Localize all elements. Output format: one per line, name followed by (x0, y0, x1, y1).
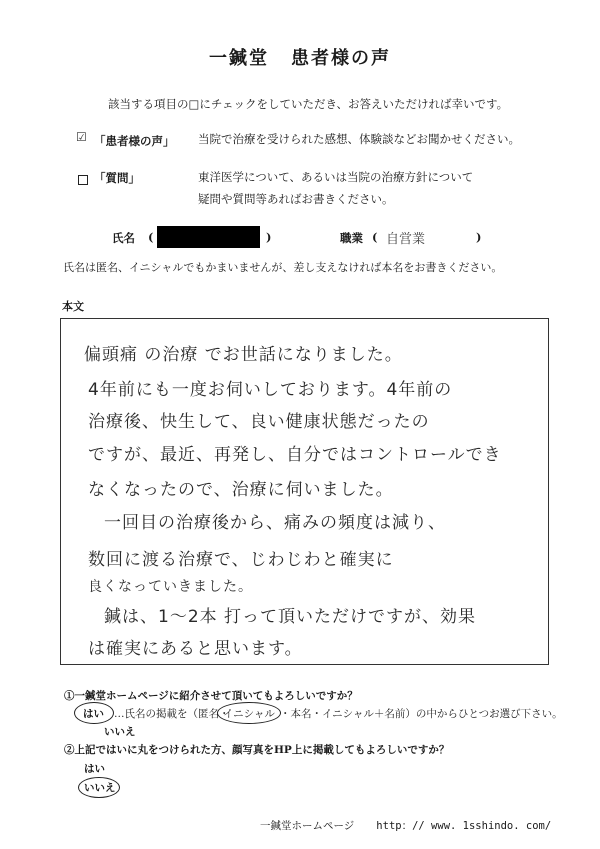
checked-box[interactable]: ☑ (76, 130, 87, 144)
handwriting-line: 一回目の治療後から、痛みの頻度は減り、 (104, 513, 446, 533)
option-question-desc-1: 東洋医学について、あるいは当院の治療方針について (198, 170, 474, 184)
page-title (0, 44, 600, 70)
handwriting-line: 偏頭痛 の治療 でお世話になりました。 (84, 345, 403, 365)
handwriting-line: は確実にあると思います。 (88, 639, 303, 659)
job-close-paren: ) (476, 230, 482, 244)
intro-text: 該当する項目の□にチェックをしていただき、お答えいただければ幸いです。 (108, 97, 509, 111)
handwriting-line: 鍼は、1～2本 打って頂いただけですが、効果 (104, 607, 477, 627)
footer-label: 一鍼堂ホームページ (260, 820, 355, 832)
question-2: ②上記ではいに丸をつけられた方、顔写真をHP上に掲載してもよろしいですか？ (64, 744, 450, 756)
body-label: 本文 (62, 300, 84, 313)
name-close-paren: ) (266, 230, 272, 244)
redacted-name (157, 226, 260, 248)
q2-yes-option[interactable]: はい (84, 763, 105, 775)
q1-yes-option[interactable]: はい (83, 708, 104, 720)
handwriting-line: 治療後、快生して、良い健康状態だったの (88, 412, 430, 432)
footer-url[interactable]: http：// www. 1sshindo. com/ (376, 820, 552, 832)
handwriting-line: ですが、最近、再発し、自分ではコントロールでき (88, 445, 502, 465)
job-value: 自営業 (386, 232, 426, 247)
question-1: ①一鍼堂ホームページに紹介させて頂いてもよろしいですか？ (64, 690, 358, 702)
handwriting-line: なくなったので、治療に伺いました。 (88, 480, 394, 500)
option-patient-voice-desc: 当院で治療を受けられた感想、体験談などお聞かせください。 (198, 132, 520, 146)
q1-no-option[interactable]: いいえ (104, 726, 136, 738)
q1-text-2: ・本名・イニシャル＋名前）の中からひとつお選び下さい。 (280, 708, 563, 720)
footer (260, 818, 551, 833)
option-question-label: 「質問」 (94, 171, 140, 185)
name-open-paren: ( (148, 230, 154, 244)
q2-no-option[interactable]: いいえ (84, 782, 116, 794)
q1-initial-option[interactable]: イニシャル (223, 708, 275, 720)
clinic-name: 一鍼堂 (209, 48, 269, 69)
q1-text-1: …氏名の掲載を（匿名・ (114, 708, 230, 720)
job-open-paren: ( (372, 230, 378, 244)
option-question-desc-2: 疑問や質問等あればお書きください。 (198, 192, 394, 206)
job-label: 職業 (340, 231, 363, 245)
option-patient-voice-label: 「患者様の声」 (94, 134, 175, 148)
checkbox-question[interactable] (78, 175, 88, 185)
form-subject: 患者様の声 (291, 48, 391, 69)
name-note: 氏名は匿名、イニシャルでもかまいませんが、差し支えなければ本名をお書きください。 (63, 261, 503, 274)
handwriting-line: 良くなっていきました。 (88, 579, 253, 595)
handwriting-line: 4年前にも一度お伺いしております。4年前の (88, 380, 453, 400)
name-label: 氏名 (112, 231, 135, 245)
handwriting-line: 数回に渡る治療で、じわじわと確実に (88, 550, 394, 570)
